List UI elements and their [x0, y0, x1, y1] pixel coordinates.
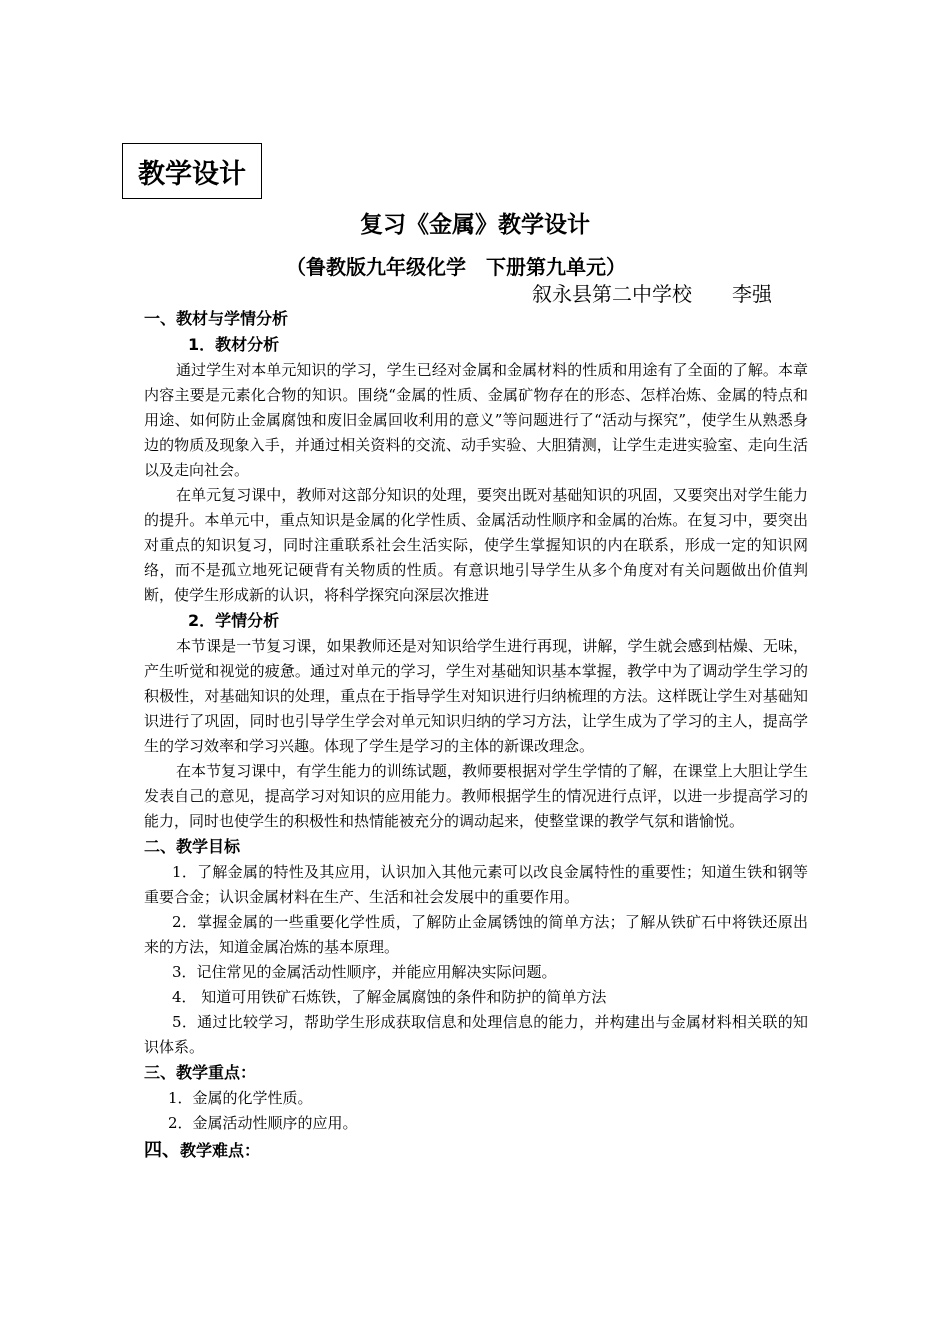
paragraph: 在单元复习课中，教师对这部分知识的处理，要突出既对基础知识的巩固，又要突出对学生能力的提升。本单元中，重点知识是金属的化学性质、金属活动性顺序和金属的冶炼。在复习中，要突出对重点的知识复习，同时注重联系社会生活实际，使学生掌握知识的内在联系，形成一定的知识网络，而不是孤立地死记硬背有关物质的性质。有意识地引导学生从多个角度对有关问题做出价值判断，使学生形成新的认识，将科学探究向深层次推进 — [144, 486, 808, 604]
document-author: 叙永县第二中学校 李强 — [532, 282, 772, 306]
objective-item: 5．通过比较学习，帮助学生形成获取信息和处理信息的能力，并构建出与金属材料相关联的知识体系。 — [144, 1013, 808, 1056]
section-3-heading: 三、教学重点： — [144, 1063, 257, 1082]
paragraph: 在本节复习课中，有学生能力的训练试题，教师要根据对学生学情的了解，在课堂上大胆让学生发表自己的意见，提高学习对知识的应用能力。教师根据学生的情况进行点评，以进一步提高学习的能力，同时也使学生的积极性和热情能被充分的调动起来，使整堂课的教学气氛和谐愉悦。 — [144, 762, 808, 830]
section-4-heading — [144, 1136, 808, 1166]
objective-item: 3．记住常见的金属活动性顺序，并能应用解决实际问题。 — [172, 963, 557, 981]
objective-item: 4． 知道可用铁矿石炼铁，了解金属腐蚀的条件和防护的简单方法 — [172, 988, 607, 1006]
section-4-title: 教学难点： — [180, 1141, 261, 1160]
section-2-heading: 二、教学目标 — [144, 837, 241, 856]
key-point-item: 1．金属的化学性质。 — [168, 1089, 313, 1107]
key-point-item: 2．金属活动性顺序的应用。 — [168, 1114, 358, 1132]
paragraph: 通过学生对本单元知识的学习，学生已经对金属和金属材料的性质和用途有了全面的了解。本章内容主要是元素化合物的知识。围绕“金属的性质、金属矿物存在的形态、怎样冶炼、金属的特点和用途、如何防止金属腐蚀和废旧金属回收利用的意义”等问题进行了“活动与探究”，使学生从熟悉身边的物质及现象入手，并通过相关资料的交流、动手实验、大胆猜测，让学生走进实验室、走向生活以及走向社会。 — [144, 361, 808, 479]
document-label: 教学设计 — [138, 158, 246, 190]
document-subtitle: （鲁教版九年级化学 下册第九单元） — [286, 255, 626, 279]
section-1-2-heading: 2．学情分析 — [188, 611, 280, 630]
document-label-box — [122, 143, 262, 199]
document-title: 复习《金属》教学设计 — [360, 212, 590, 238]
objective-item: 1．了解金属的特性及其应用，认识加入其他元素可以改良金属特性的重要性；知道生铁和钢等重要合金；认识金属材料在生产、生活和社会发展中的重要作用。 — [144, 863, 808, 906]
document-body — [144, 306, 808, 1166]
section-4-number: 四、 — [144, 1140, 180, 1161]
objective-item: 2．掌握金属的一些重要化学性质，了解防止金属锈蚀的简单方法；了解从铁矿石中将铁还原出来的方法，知道金属冶炼的基本原理。 — [144, 913, 808, 956]
section-1-1-heading: 1．教材分析 — [188, 335, 280, 354]
section-1-heading: 一、教材与学情分析 — [144, 309, 289, 328]
paragraph: 本节课是一节复习课，如果教师还是对知识给学生进行再现，讲解，学生就会感到枯燥、无味，产生听觉和视觉的疲惫。通过对单元的学习，学生对基础知识基本掌握，教学中为了调动学生学习的积极性，对基础知识的处理，重点在于指导学生对知识进行归纳梳理的方法。这样既让学生对基础知识进行了巩固，同时也引导学生学会对单元知识归纳的学习方法，让学生成为了学习的主人，提高学生的学习效率和学习兴趣。体现了学生是学习的主体的新课改理念。 — [144, 637, 808, 755]
